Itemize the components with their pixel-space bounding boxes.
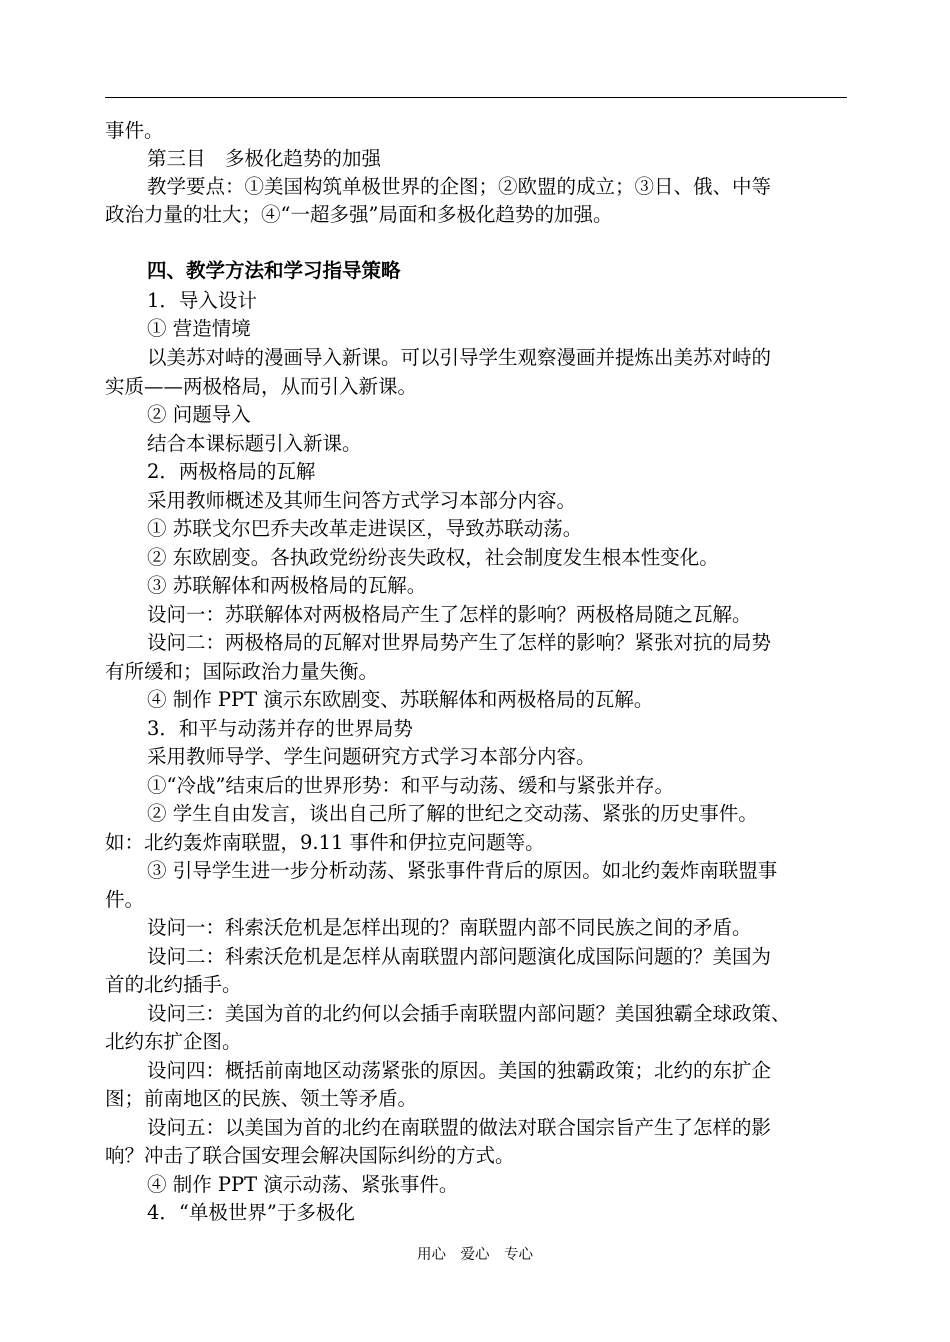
text-line: ③ 引导学生进一步分析动荡、紧张事件背后的原因。如北约轰炸南联盟事 bbox=[147, 859, 778, 882]
text-line: ② 学生自由发言，谈出自己所了解的世纪之交动荡、紧张的历史事件。 bbox=[147, 802, 758, 825]
text-line: ② 问题导入 bbox=[147, 403, 251, 426]
text-line: 设问四：概括前南地区动荡紧张的原因。美国的独霸政策；北约的东扩企 bbox=[147, 1059, 772, 1082]
text-line: ④ 制作 PPT 演示动荡、紧张事件。 bbox=[147, 1173, 459, 1196]
text-line: 有所缓和；国际政治力量失衡。 bbox=[105, 660, 379, 683]
text-line: 设问一：苏联解体对两极格局产生了怎样的影响？两极格局随之瓦解。 bbox=[147, 603, 752, 626]
text-line: 政治力量的壮大；④“一超多强”局面和多极化趋势的加强。 bbox=[105, 203, 613, 226]
text-line: 设问五：以美国为首的北约在南联盟的做法对联合国宗旨产生了怎样的影 bbox=[147, 1116, 772, 1139]
text-line: 图；前南地区的民族、领土等矛盾。 bbox=[105, 1087, 418, 1110]
text-line: ④ 制作 PPT 演示东欧剧变、苏联解体和两极格局的瓦解。 bbox=[147, 688, 654, 711]
subsection-heading: 1．导入设计 bbox=[147, 289, 257, 312]
text-line: 采用教师概述及其师生问答方式学习本部分内容。 bbox=[147, 489, 577, 512]
text-line: 设问二：科索沃危机是怎样从南联盟内部问题演化成国际问题的？美国为 bbox=[147, 945, 772, 968]
text-line: 设问三：美国为首的北约何以会插手南联盟内部问题？美国独霸全球政策、 bbox=[147, 1002, 791, 1025]
header-rule bbox=[105, 97, 847, 98]
chapter-heading: 四、教学方法和学习指导策略 bbox=[147, 259, 401, 282]
section-heading: 第三目 多极化趋势的加强 bbox=[147, 147, 382, 170]
subsection-heading: 2．两极格局的瓦解 bbox=[147, 460, 316, 483]
text-line: 如：北约轰炸南联盟，9.11 事件和伊拉克问题等。 bbox=[105, 831, 545, 854]
text-line: 北约东扩企图。 bbox=[105, 1030, 242, 1053]
text-line: 首的北约插手。 bbox=[105, 973, 242, 996]
text-line: ① 营造情境 bbox=[147, 317, 251, 340]
text-line: 以美苏对峙的漫画导入新课。可以引导学生观察漫画并提炼出美苏对峙的 bbox=[147, 346, 772, 369]
text-line: 实质——两极格局，从而引入新课。 bbox=[105, 375, 418, 398]
text-line: 教学要点：①美国构筑单极世界的企图；②欧盟的成立；③日、俄、中等 bbox=[147, 175, 772, 198]
text-line: ① 苏联戈尔巴乔夫改革走进误区，导致苏联动荡。 bbox=[147, 517, 583, 540]
text-line: ③ 苏联解体和两极格局的瓦解。 bbox=[147, 574, 427, 597]
text-line: ①“冷战”结束后的世界形势：和平与动荡、缓和与紧张并存。 bbox=[147, 774, 674, 797]
text-line: 事件。 bbox=[105, 119, 164, 142]
text-line: ② 东欧剧变。各执政党纷纷丧失政权，社会制度发生根本性变化。 bbox=[147, 546, 719, 569]
text-line: 设问二：两极格局的瓦解对世界局势产生了怎样的影响？紧张对抗的局势 bbox=[147, 631, 772, 654]
subsection-heading: 4．“单极世界”于多极化 bbox=[147, 1201, 355, 1224]
page-footer: 用心 爱心 专心 bbox=[417, 1247, 533, 1263]
text-line: 件。 bbox=[105, 888, 145, 911]
subsection-heading: 3．和平与动荡并存的世界局势 bbox=[147, 717, 413, 740]
text-line: 采用教师导学、学生问题研究方式学习本部分内容。 bbox=[147, 745, 596, 768]
text-line: 响？冲击了联合国安理会解决国际纠纷的方式。 bbox=[105, 1144, 515, 1167]
text-line: 设问一：科索沃危机是怎样出现的？南联盟内部不同民族之间的矛盾。 bbox=[147, 916, 752, 939]
text-line: 结合本课标题引入新课。 bbox=[147, 432, 362, 455]
